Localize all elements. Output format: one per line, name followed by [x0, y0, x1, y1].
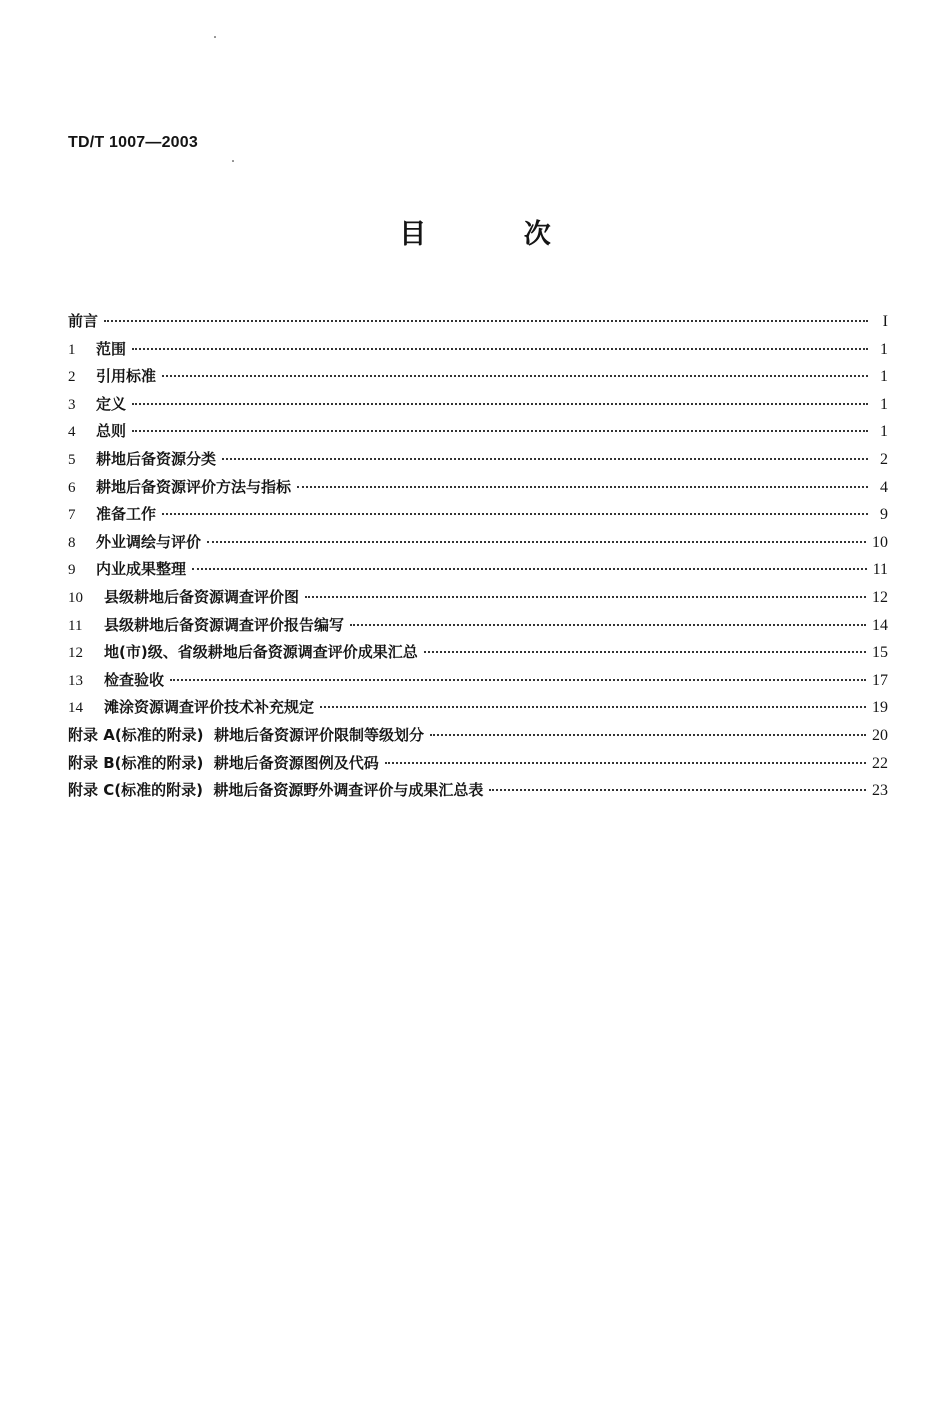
toc-leader-dots	[350, 624, 866, 626]
toc-entry-number: 8	[68, 534, 76, 551]
toc-leader-dots	[385, 762, 866, 764]
standard-code: TD/T 1007—2003	[68, 134, 198, 151]
toc-entry-page: 23	[872, 782, 888, 800]
toc-entry-page: 10	[872, 533, 888, 551]
toc-entry-number: 5	[68, 451, 76, 468]
toc-entry-page: 17	[872, 671, 888, 689]
toc-leader-dots	[162, 375, 868, 377]
toc-leader-dots	[297, 486, 868, 488]
toc-entry-page: 20	[872, 726, 888, 744]
toc-entry[interactable]	[68, 558, 888, 586]
toc-entry-page: 1	[880, 340, 888, 358]
toc-entry-label: 外业调绘与评价	[96, 532, 202, 551]
toc-entry-label: 县级耕地后备资源调查评价报告编写	[104, 615, 345, 634]
toc-entry-page: 22	[872, 754, 888, 772]
toc-leader-dots	[170, 679, 866, 681]
toc-entry[interactable]	[68, 586, 888, 614]
table-of-contents	[68, 310, 888, 807]
toc-entry-label: 总则	[96, 422, 127, 441]
toc-leader-dots	[132, 348, 868, 350]
toc-entry[interactable]	[68, 779, 888, 807]
scan-speck	[214, 36, 216, 38]
toc-leader-dots	[104, 320, 868, 322]
toc-entry-number: 9	[68, 562, 76, 579]
toc-leader-dots	[222, 458, 868, 460]
toc-entry-label: 附录 A(标准的附录) 耕地后备资源评价限制等级划分	[68, 725, 424, 744]
toc-entry-page: 2	[880, 450, 888, 468]
toc-entry[interactable]	[68, 724, 888, 752]
toc-entry-label: 县级耕地后备资源调查评价图	[104, 587, 300, 606]
scan-speck	[232, 160, 234, 162]
toc-entry-number: 3	[68, 396, 76, 413]
toc-leader-dots	[430, 734, 866, 736]
toc-entry-page: 9	[880, 506, 888, 524]
toc-entry[interactable]	[68, 614, 888, 642]
toc-entry-page: 12	[872, 588, 888, 606]
toc-entry-label: 定义	[96, 394, 127, 413]
toc-entry-label: 内业成果整理	[96, 560, 187, 579]
toc-entry-number: 2	[68, 369, 76, 386]
toc-entry-number: 1	[68, 341, 76, 358]
toc-entry-number: 14	[68, 700, 83, 717]
toc-entry-page: 1	[880, 423, 888, 441]
toc-entry[interactable]	[68, 669, 888, 697]
toc-leader-dots	[424, 651, 866, 653]
toc-leader-dots	[132, 430, 868, 432]
toc-entry[interactable]	[68, 752, 888, 780]
toc-leader-dots	[489, 789, 866, 791]
toc-entry-label: 准备工作	[96, 505, 157, 524]
toc-entry-number: 13	[68, 672, 83, 689]
toc-entry-number: 7	[68, 507, 76, 524]
toc-entry[interactable]	[68, 448, 888, 476]
toc-leader-dots	[320, 706, 866, 708]
toc-entry[interactable]	[68, 310, 888, 338]
toc-entry-number: 12	[68, 645, 83, 662]
toc-entry-page: 11	[872, 561, 888, 579]
toc-entry-page: 14	[872, 616, 888, 634]
toc-entry[interactable]	[68, 476, 888, 504]
toc-leader-dots	[192, 568, 867, 570]
toc-entry-label: 耕地后备资源分类	[96, 449, 217, 468]
toc-entry[interactable]	[68, 696, 888, 724]
toc-entry[interactable]	[68, 420, 888, 448]
toc-entry-page: 4	[880, 478, 888, 496]
toc-entry[interactable]	[68, 365, 888, 393]
toc-entry-label: 引用标准	[96, 367, 157, 386]
toc-entry-page: 1	[880, 395, 888, 413]
toc-leader-dots	[207, 541, 866, 543]
toc-entry[interactable]	[68, 531, 888, 559]
toc-entry-label: 地(市)级、省级耕地后备资源调查评价成果汇总	[104, 643, 418, 662]
toc-entry-number: 10	[68, 589, 83, 606]
toc-entry-number: 11	[68, 617, 83, 634]
toc-entry-label: 前言	[68, 312, 99, 330]
toc-entry[interactable]	[68, 641, 888, 669]
toc-entry-number: 6	[68, 479, 76, 496]
toc-entry-label: 附录 C(标准的附录) 耕地后备资源野外调查评价与成果汇总表	[68, 781, 484, 800]
toc-leader-dots	[132, 403, 868, 405]
toc-entry-page: 19	[872, 699, 888, 717]
toc-leader-dots	[162, 513, 868, 515]
toc-entry[interactable]	[68, 338, 888, 366]
toc-entry[interactable]	[68, 503, 888, 531]
toc-entry-number: 4	[68, 424, 76, 441]
toc-entry-label: 附录 B(标准的附录) 耕地后备资源图例及代码	[68, 753, 379, 772]
toc-entry-page: 1	[880, 368, 888, 386]
toc-entry-label: 耕地后备资源评价方法与指标	[96, 477, 292, 496]
toc-entry-label: 范围	[96, 339, 127, 358]
page-title: 目 次	[399, 219, 595, 250]
toc-leader-dots	[305, 596, 866, 598]
toc-entry[interactable]	[68, 393, 888, 421]
toc-entry-page: I	[882, 313, 888, 330]
toc-entry-page: 15	[872, 644, 888, 662]
toc-entry-label: 检查验收	[104, 670, 165, 689]
toc-entry-label: 滩涂资源调查评价技术补充规定	[104, 698, 315, 717]
